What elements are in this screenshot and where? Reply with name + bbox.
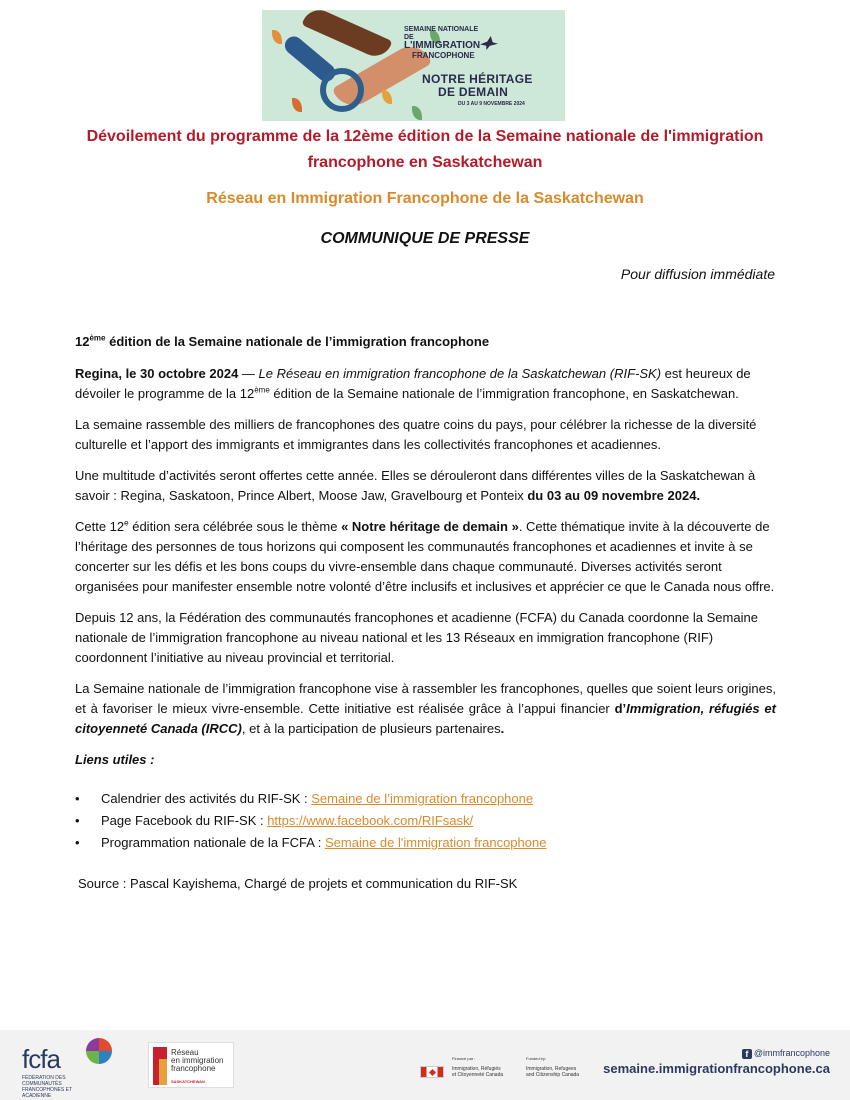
list-item: [75, 788, 776, 810]
p6-ircc: Immigration, réfugiés et citoyenneté Canada (IRCC): [75, 701, 776, 736]
link-label: Calendrier des activités du RIF-SK :: [101, 791, 312, 806]
rif-region: SASKATCHEWAN: [171, 1079, 205, 1084]
funded-text-2: and Citizenship Canada: [526, 1072, 580, 1078]
press-release-label: COMMUNIQUE DE PRESSE: [320, 230, 530, 247]
banner-francophone: FRANCOPHONE: [412, 51, 475, 60]
paragraph-intro: [75, 364, 776, 404]
financed-text-1: Immigration, Réfugiés: [452, 1066, 501, 1072]
banner-theme-line2: DE DEMAIN: [438, 85, 509, 99]
bird-icon: [480, 36, 498, 50]
ring-illustration: [320, 68, 364, 112]
p3-text: Une multitude d’activités seront offertes cette année. Elles se dérouleront dans différentes villes de la Saskatchewan à savoir : Regina, Saskatoon, Prince Albert, Moose Jaw, Gravelbourg et Ponteix: [75, 468, 756, 503]
fcfa-program-link[interactable]: Semaine de l'immigration francophone: [325, 835, 547, 850]
heading-text: édition de la Semaine nationale de l’immigration francophone: [105, 334, 490, 349]
fcfa-wordmark: fcfa: [22, 1044, 60, 1074]
fcfa-logo: [22, 1044, 92, 1099]
p4-theme: « Notre héritage de demain »: [341, 519, 519, 534]
intro-text-b: édition de la Semaine nationale de l’immigration francophone, en Saskatchewan.: [269, 386, 739, 401]
links-title: Liens utiles :: [75, 752, 155, 767]
facebook-handle: [603, 1048, 830, 1059]
dash: —: [238, 366, 259, 381]
rif-text-3: francophone: [171, 1064, 216, 1073]
link-label: Programmation nationale de la FCFA :: [101, 835, 326, 850]
banner-immigration: L'IMMIGRATION: [404, 40, 481, 51]
website-url: semaine.immigrationfrancophone.ca: [603, 1060, 830, 1076]
banner-semaine: SEMAINE NATIONALE: [404, 26, 479, 33]
heading-sup: ème: [89, 333, 106, 343]
p4-sup: e: [124, 518, 129, 528]
banner-dates: DU 3 AU 9 NOVEMBRE 2024: [458, 101, 525, 107]
link-label: Page Facebook du RIF-SK :: [101, 813, 268, 828]
title-line1: Dévoilement du programme de la 12ème édition de la Semaine nationale de l'immigration: [86, 128, 764, 145]
p3-dates: du 03 au 09 novembre 2024.: [527, 488, 701, 503]
p4-text-a: Cette 12: [75, 519, 125, 534]
intro-sup: ème: [254, 385, 270, 395]
p4-text-c: . Cette thématique invite à la découverte de l’héritage des personnes de tous horizons qui composent les communautés francophones et acadiennes et invite à se concerter sur les défis et les bons coups du vivre-ensemble dans chaque communauté. Diverses activités seront organisées pour manifester ensemble notre volonté d’être inclusifs et inclusives et apprécier ce que le Canada nous offre.: [75, 519, 775, 594]
press-body: [75, 332, 776, 905]
p6-text-a: La Semaine nationale de l’immigration francophone vise à rassembler les francophones, quelles que soient leurs origines, et à favoriser le mieux vivre-ensemble. Cette initiative est réalisée grâce à l’appui financier: [75, 681, 776, 716]
financed-text: [452, 1066, 503, 1078]
financed-label: Financé par :: [452, 1056, 476, 1061]
calendar-link[interactable]: Semaine de l’immigration francophone: [311, 791, 534, 806]
paragraph-3: [75, 466, 776, 506]
rif-text-2: en immigration: [171, 1056, 224, 1065]
org-italic: Le Réseau en immigration francophone de la Saskatchewan (RIF-SK): [258, 366, 662, 381]
section-heading: [75, 332, 776, 352]
banner-theme-line1: NOTRE HÉRITAGE: [422, 72, 533, 86]
leaf-icon: [382, 90, 392, 104]
banner-de: DE: [404, 34, 414, 41]
dateline: Regina, le 30 octobre 2024: [75, 366, 239, 381]
canada-flag-icon: [420, 1066, 444, 1078]
leaf-icon: [292, 98, 302, 112]
facebook-icon: f: [742, 1049, 752, 1059]
p4-text-b: édition sera célébrée sous le thème: [128, 519, 342, 534]
funded-text: [526, 1066, 579, 1078]
p6-bold: d’: [614, 701, 627, 716]
source-line: Source : Pascal Kayishema, Chargé de projets et communication du RIF-SK: [78, 876, 518, 891]
footer: [0, 1030, 850, 1100]
funded-label: Funded by:: [526, 1056, 547, 1061]
rif-logo-icon-accent: [159, 1059, 167, 1085]
social-block: [603, 1048, 830, 1076]
paragraph-2: La semaine rassemble des milliers de francophones des quatre coins du pays, pour célébrer la richesse de la diversité culturelle et l’apport des immigrants et immigrantes dans les collectivités francophones et acadiennes.: [75, 417, 757, 452]
p6-dot: .: [500, 721, 505, 736]
fcfa-subtitle: FÉDÉRATION DES COMMUNAUTÉS FRANCOPHONES ET ACADIENNE: [22, 1075, 72, 1099]
paragraph-5: Depuis 12 ans, la Fédération des communautés francophones et acadienne (FCFA) du Canada coordonne la Semaine nationale de l’immigration francophone au niveau national et les 13 Réseaux en immigration francophone (RIF) coordonnent l’initiative au niveau provincial et territorial.: [75, 610, 758, 665]
social-handle: @immfrancophone: [753, 1048, 830, 1058]
diffusion-note: Pour diffusion immédiate: [620, 266, 775, 282]
list-item: [75, 810, 776, 832]
intro-text-a: est heureux de dévoiler le programme de la 12: [75, 366, 751, 401]
title-line2: francophone en Saskatchewan: [307, 154, 543, 171]
paragraph-6: [75, 679, 776, 739]
event-banner: [262, 10, 565, 121]
page-title: [60, 124, 790, 176]
financed-text-2: et Citoyenneté Canada: [452, 1072, 504, 1078]
links-list: [75, 788, 776, 854]
heading-number: 12: [75, 334, 90, 349]
rif-logo-text: [171, 1049, 223, 1073]
leaf-icon: [412, 106, 422, 120]
fcfa-logo-icon: [86, 1038, 112, 1064]
funded-text-1: Immigration, Refugees: [526, 1066, 577, 1072]
facebook-link[interactable]: https://www.facebook.com/RIFsask/: [267, 813, 474, 828]
leaf-icon: [272, 30, 282, 44]
rif-text-1: Réseau: [171, 1048, 199, 1057]
paragraph-4: [75, 517, 776, 597]
organization-name: Réseau en Immigration Francophone de la Saskatchewan: [206, 190, 644, 207]
rif-sk-logo: [148, 1042, 234, 1088]
list-item: [75, 832, 776, 854]
p6-text-b: , et à la participation de plusieurs partenaires: [241, 721, 501, 736]
